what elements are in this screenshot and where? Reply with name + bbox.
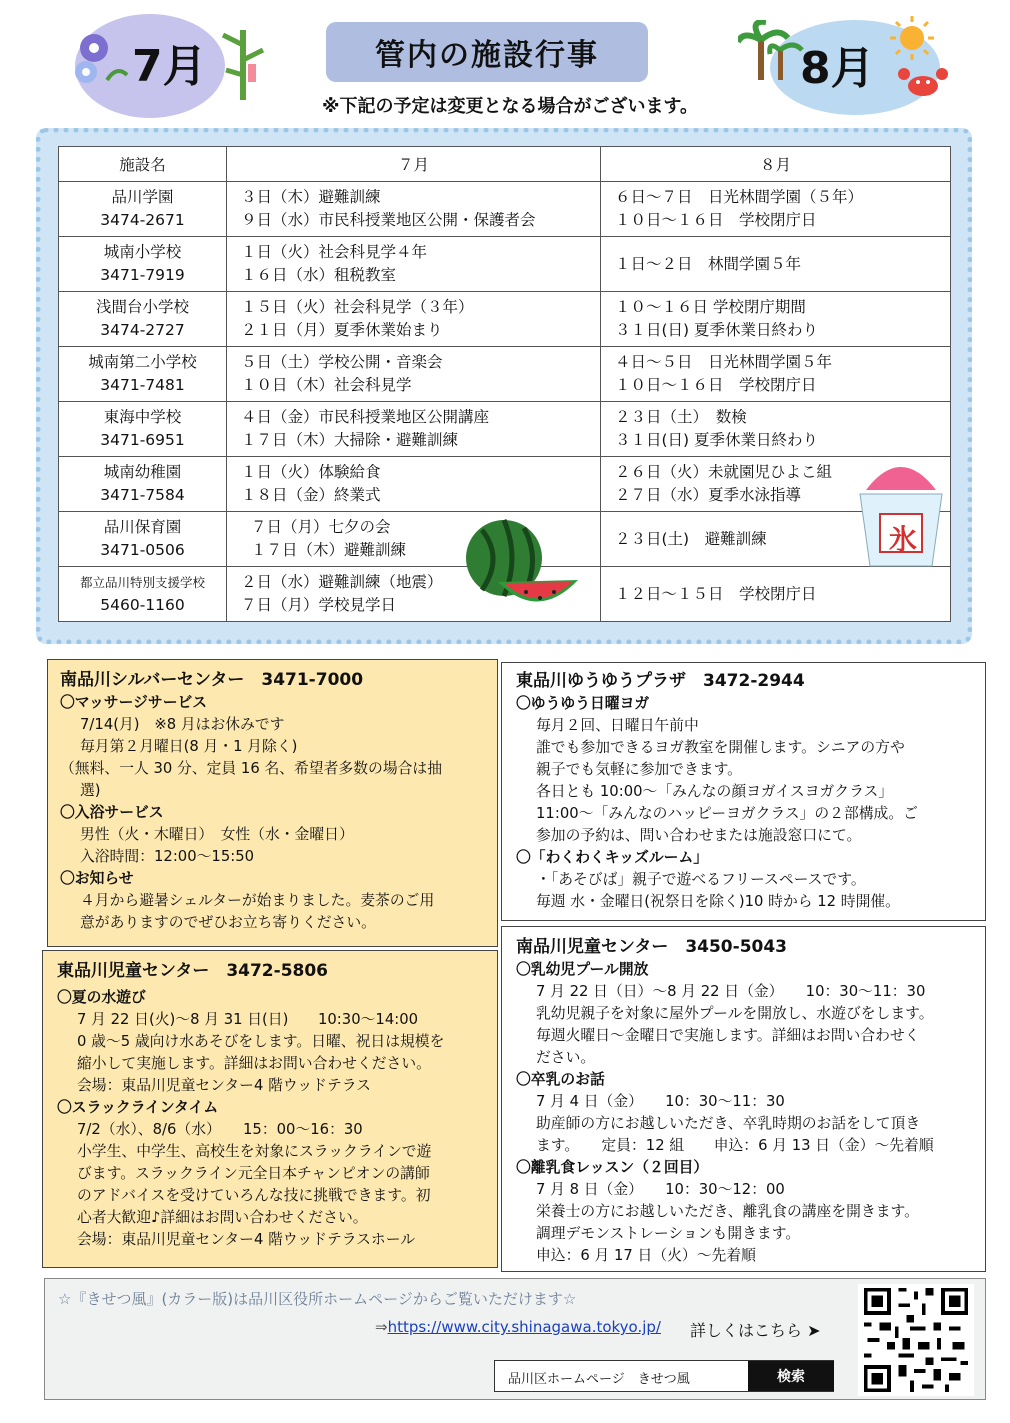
august-event: ２７日（水）夏季水泳指導: [615, 486, 802, 504]
july-event: １日（火）社会科見学４年: [241, 243, 428, 261]
text-line: 男性（火・木曜日） 女性（水・金曜日）: [80, 826, 354, 843]
yuyu-plaza-title: 東品川ゆうゆうプラザ 3472-2944: [516, 671, 805, 691]
silver-center-box: [47, 659, 498, 947]
facility-name: 都立品川特別支援学校: [79, 575, 205, 590]
facility-phone: 3471-6951: [100, 431, 185, 449]
higashi-children-center-title: 東品川児童センター 3472-5806: [57, 961, 329, 981]
table-row: [59, 237, 951, 292]
facility-name: 城南幼稚園: [103, 463, 182, 481]
table-row: [59, 402, 951, 457]
text-line: 意がありますのでぜひお立ち寄りください。: [80, 914, 376, 931]
text-line: 会場：東品川児童センター4 階ウッドテラス: [77, 1077, 371, 1094]
text-line: 心者大歓迎♪詳細はお問い合わせください。: [77, 1209, 368, 1226]
kakigori-label: 氷: [888, 523, 917, 556]
details-link[interactable]: 詳しくはこちら ➤: [690, 1321, 821, 1340]
text-line: 11:00～「みんなのハッピーヨガクラス」の２部構成。ご: [536, 805, 918, 822]
text-line: 会場：東品川児童センター4 階ウッドテラスホール: [77, 1231, 416, 1248]
footer-notice: ☆『きせつ風』(カラー版)は品川区役所ホームページからご覧いただけます☆: [58, 1290, 577, 1308]
text-line: びます。スラックライン元全日本チャンピオンの講師: [77, 1165, 430, 1182]
facility-name: 品川学園: [111, 188, 174, 206]
text-line: 選): [80, 782, 101, 799]
table-row: [59, 182, 951, 237]
section-heading: 〇マッサージサービス: [60, 694, 208, 711]
text-line: 助産師の方にお越しいただき、卒乳時期のお話をして頂き: [536, 1115, 921, 1132]
facility-phone: 3471-7481: [100, 376, 185, 394]
facility-phone: 3471-7919: [100, 266, 185, 284]
palm-tree-icon: [738, 20, 804, 80]
july-event: １６日（水）租税教室: [241, 266, 397, 284]
july-event: １０日（木）社会科見学: [241, 376, 412, 394]
text-line: （無料、一人 30 分、定員 16 名、希望者多数の場合は抽: [60, 760, 443, 777]
august-event: １２日～１５日 学校閉庁日: [615, 584, 817, 603]
august-event: ４日～５日 日光林間学園５年: [615, 353, 833, 371]
july-event: ２１日（月）夏季休業始まり: [241, 321, 443, 339]
text-line: 7 月 8 日（金） 10：30～12：00: [536, 1181, 785, 1198]
text-line: ・「あそびば」親子で遊べるフリースペースです。: [536, 871, 866, 888]
text-line: 7 月 4 日（金） 10：30～11：30: [536, 1093, 785, 1110]
minami-children-center-box: [501, 926, 986, 1272]
august-event: ２３日（土） 数検: [615, 408, 747, 426]
text-line: 0 歳～5 歳向け水あそびをします。日曜、祝日は規模を: [77, 1033, 445, 1050]
july-event: ３日（木）避難訓練: [241, 188, 381, 206]
sun-icon: [888, 14, 936, 62]
text-line: 毎月２回、日曜日午前中: [536, 717, 699, 734]
section-heading: 〇卒乳のお話: [516, 1071, 605, 1088]
higashi-children-center-box: [42, 950, 498, 1268]
august-event: ３１日(日) 夏季休業日終わり: [615, 431, 819, 449]
text-line: のアドバイスを受けていろんな技に挑戦できます。初: [77, 1187, 431, 1204]
text-line: 申込：6 月 17 日（火）～先着順: [536, 1247, 756, 1264]
city-homepage-link[interactable]: https://www.city.shinagawa.tokyo.jp/: [387, 1318, 661, 1336]
july-event: ２日（水）避難訓練（地震）: [241, 573, 443, 591]
text-line: 7/2（水）、8/6（水） 15：00～16：30: [77, 1121, 363, 1138]
text-line: 入浴時間：12:00～15:50: [80, 848, 255, 865]
facility-phone: 3474-2671: [100, 211, 185, 229]
text-line: ださい。: [536, 1049, 596, 1066]
august-badge: 8月: [800, 43, 875, 94]
facility-name: 城南第二小学校: [88, 353, 197, 371]
page-title: 管内の施設行事: [326, 22, 648, 82]
july-event: ７日（月）七夕の会: [251, 518, 391, 536]
august-event: １０日～１６日 学校閉庁日: [615, 376, 817, 394]
august-event: １日～２日 林間学園５年: [615, 254, 802, 273]
section-heading: 〇乳幼児プール開放: [516, 961, 649, 978]
facility-phone: 3471-0506: [100, 541, 185, 559]
august-event: １０日～１６日 学校閉庁日: [615, 211, 817, 229]
table-header-row: [59, 147, 951, 182]
section-heading: 〇入浴サービス: [60, 804, 164, 821]
text-line: 毎月第２月曜日(8 月・1 月除く): [80, 738, 298, 755]
crab-icon: [898, 64, 948, 100]
text-line: 縮小して実施します。詳細はお問い合わせください。: [77, 1055, 431, 1072]
watermelon-icon: [462, 510, 580, 616]
july-event: ９日（水）市民科授業地区公開・保護者会: [241, 211, 536, 229]
july-event: ４日（金）市民科授業地区公開講座: [241, 408, 490, 426]
facility-name: 品川保育園: [103, 518, 182, 536]
minami-children-center-title: 南品川児童センター 3450-5043: [516, 937, 788, 957]
text-line: 調理デモンストレーションも開きます。: [536, 1225, 801, 1242]
text-line: ４月から避暑シェルターが始まりました。麦茶のご用: [80, 892, 435, 909]
text-line: 乳幼児親子を対象に屋外プールを開放し、水遊びをします。: [536, 1005, 934, 1022]
august-event: １０～１６日 学校閉庁期間: [615, 298, 806, 316]
text-line: 毎週 水・金曜日(祝祭日を除く)10 時から 12 時開催。: [536, 893, 900, 910]
text-line: 参加の予約は、問い合わせまたは施設窓口にて。: [536, 827, 862, 844]
table-row: [59, 457, 951, 512]
morning-glory-icon: [72, 30, 132, 90]
facility-phone: 3474-2727: [100, 321, 185, 339]
text-line: 小学生、中学生、高校生を対象にスラックラインで遊: [77, 1143, 432, 1160]
col-header-july: ７月: [227, 147, 601, 182]
text-line: 各日とも 10:00～「みんなの顔ヨガイスヨガクラス」: [536, 783, 894, 800]
schedule-notice: ※下記の予定は変更となる場合がございます。: [321, 96, 699, 117]
july-event: １８日（金）終業式: [241, 486, 381, 504]
july-event: １７日（木）避難訓練: [251, 541, 407, 559]
table-row: [59, 347, 951, 402]
section-heading: 〇お知らせ: [60, 870, 134, 887]
section-heading: 〇ゆうゆう日曜ヨガ: [516, 695, 650, 712]
august-event: ６日～７日 日光林間学園（５年）: [615, 188, 864, 206]
arrow-icon: ⇒: [375, 1318, 388, 1336]
august-event: ２３日(土) 避難訓練: [615, 529, 767, 548]
facility-name: 東海中学校: [103, 408, 182, 426]
footer-url-line: [375, 1318, 661, 1336]
silver-center-title: 南品川シルバーセンター 3471-7000: [60, 670, 364, 690]
bamboo-icon: [218, 30, 268, 100]
yuyu-plaza-box: [501, 662, 986, 921]
july-badge: 7月: [132, 41, 207, 92]
text-line: 栄養士の方にお越しいただき、離乳食の講座を開きます。: [536, 1203, 919, 1220]
search-button[interactable]: 検索: [748, 1361, 834, 1391]
section-heading: 〇スラックラインタイム: [57, 1099, 219, 1116]
search-query-text: 品川区ホームページ きせつ風: [508, 1372, 690, 1387]
facility-name: 浅間台小学校: [95, 298, 189, 316]
august-event: ３１日(日) 夏季休業日終わり: [615, 321, 819, 339]
july-event: １５日（火）社会科見学（３年）: [241, 298, 474, 316]
section-heading: 〇「わくわくキッズルーム」: [516, 849, 709, 866]
august-event: ２６日（火）未就園児ひよこ組: [615, 463, 833, 481]
table-row: [59, 292, 951, 347]
text-line: ます。 定員：12 組 申込：6 月 13 日（金）～先着順: [536, 1137, 934, 1154]
july-event: １日（火）体験給食: [241, 463, 381, 481]
text-line: 7/14(月) ※8 月はお休みです: [80, 716, 285, 733]
section-heading: 〇夏の水遊び: [57, 989, 146, 1006]
july-event: ５日（土）学校公開・音楽会: [241, 353, 443, 371]
text-line: 7 月 22 日（日）～8 月 22 日（金） 10：30～11：30: [536, 983, 926, 1000]
text-line: 毎週火曜日～金曜日で実施します。詳細はお問い合わせく: [536, 1027, 920, 1044]
july-event: ７日（月）学校見学日: [241, 596, 397, 614]
section-heading: 〇離乳食レッスン（２回目）: [516, 1159, 709, 1176]
text-line: 親子でも気軽に参加できます。: [536, 761, 742, 778]
text-line: 誰でも参加できるヨガ教室を開催します。シニアの方や: [536, 739, 905, 756]
facility-phone: 3471-7584: [100, 486, 185, 504]
facility-phone: 5460-1160: [100, 596, 185, 614]
july-event: １７日（木）大掃除・避難訓練: [241, 431, 459, 449]
facility-name: 城南小学校: [103, 243, 182, 261]
col-header-august: ８月: [601, 147, 951, 182]
text-line: 7 月 22 日(火)～8 月 31 日(日) 10:30～14:00: [77, 1011, 419, 1028]
col-header-facility: 施設名: [59, 147, 227, 182]
qr-code-icon[interactable]: [858, 1284, 974, 1396]
